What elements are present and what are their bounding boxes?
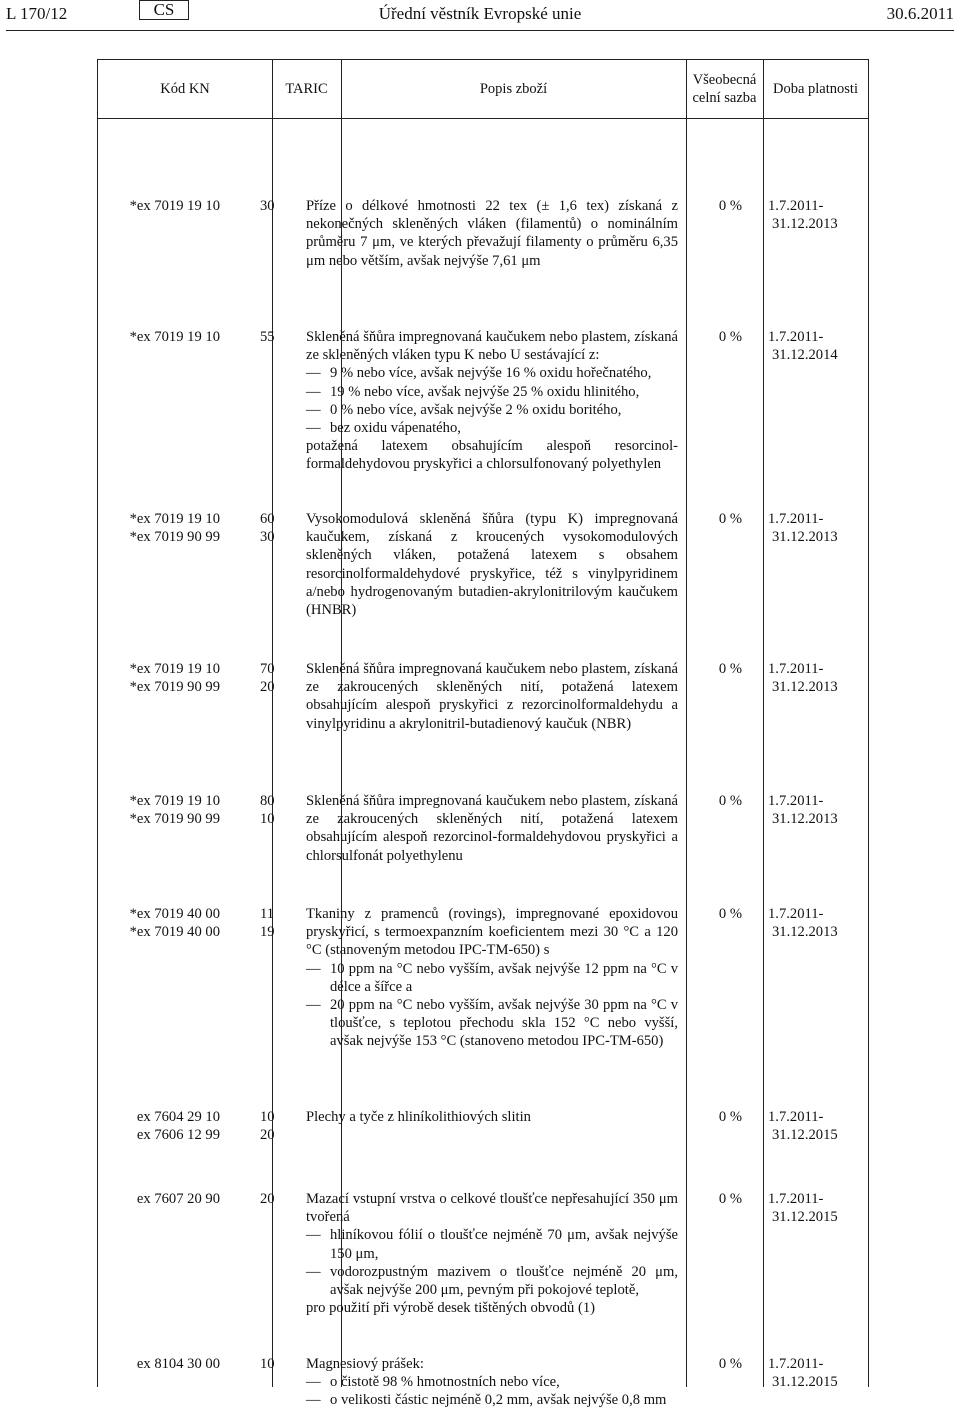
goods-description: Plechy a tyče z hliníkolithiových slitin <box>306 1109 531 1125</box>
cn-code: *ex 7019 19 10 <box>129 329 220 345</box>
duty-rate: 0 % <box>718 329 742 345</box>
duty-rate: 0 % <box>718 1356 742 1372</box>
goods-description: Vysokomodulová skleněná šňůra (typu K) impregnovaná kaučukem, získaná z kroucených vysokomodulových skleněných vláken, potažená latexem s obsahem resorcinolformaldehydové pryskyřice, též s vinylpyridinem a/nebo hydrogenovaným butadien-akrylonitrilovým kaučukem (HNBR) <box>306 511 678 619</box>
page-header <box>6 0 954 31</box>
validity-period: 1.7.2011- 31.12.2013 <box>768 661 838 696</box>
validity-period: 1.7.2011- 31.12.2015 <box>768 1356 838 1391</box>
cn-code: *ex 7019 19 10 *ex 7019 90 99 <box>129 511 220 546</box>
col-header-description: Popis zboží <box>479 81 548 97</box>
duty-rate: 0 % <box>718 1109 742 1125</box>
duty-rate: 0 % <box>718 906 742 922</box>
validity-period: 1.7.2011- 31.12.2014 <box>768 329 838 364</box>
table-header <box>98 60 868 119</box>
duty-rate: 0 % <box>718 198 742 214</box>
col-header-taric: TARIC <box>285 81 328 97</box>
col-header-duty-rate: Všeobecná celní sazba <box>692 72 757 106</box>
taric-code: 80 10 <box>260 793 275 828</box>
goods-description: Skleněná šňůra impregnovaná kaučukem nebo plastem, získaná ze zakroucených skleněných nití, potažená latexem obsahujícím alespoň pryskyřici z rezorcinolformaldehydu a vinylpyridinu a akrylonitril-butadienový kaučuk (NBR) <box>306 661 678 732</box>
taric-code: 60 30 <box>260 511 275 546</box>
goods-description: Skleněná šňůra impregnovaná kaučukem nebo plastem, získaná ze skleněných vláken typu K nebo U sestávající z: — 9 % nebo více, avšak nejvýše 16 % oxidu hořečnatého, — 19 % nebo více, avšak nejvýše 25 % oxidu hlinitého, — 0 % nebo více, avšak nejvýše 2 % oxidu boritého, — bez oxidu vápenatého, potažená latexem obsahujícím alespoň resorcinol- formaldehydovou pryskyřici a chlorsulfonovaný polyethylen <box>306 328 678 474</box>
taric-code: 30 <box>260 198 275 214</box>
page-number: L 170/12 <box>6 4 68 23</box>
language-badge: CS <box>139 0 189 20</box>
taric-code: 55 <box>260 329 275 345</box>
journal-title: Úřední věstník Evropské unie <box>378 4 582 23</box>
validity-period: 1.7.2011- 31.12.2015 <box>768 1109 838 1144</box>
duty-rate: 0 % <box>718 511 742 527</box>
cn-code: ex 7607 20 90 <box>136 1191 220 1207</box>
taric-code: 10 20 <box>260 1109 275 1144</box>
validity-period: 1.7.2011- 31.12.2013 <box>768 906 838 941</box>
goods-description: Magnesiový prášek: — o čistotě 98 % hmotnostních nebo více, — o velikosti částic nejméně 0,2 mm, avšak nejvýše 0,8 mm <box>306 1355 678 1410</box>
goods-description: Tkaniny z pramenců (rovings), impregnované epoxidovou pryskyřicí, s termoexpanzním koeficientem mezi 30 °C a 120 °C (stanoveným metodou IPC-TM-650) s — 10 ppm na °C nebo vyšším, avšak nejvýše 12 ppm na °C v délce a šířce a — 20 ppm na °C nebo vyšším, avšak nejvýše 30 ppm na °C v tloušťce, s teplotou přechodu skla 152 °C nebo vyšší, avšak nejvýše 153 °C (stanoveno metodou IPC-TM-650) <box>306 905 678 1051</box>
goods-description: Mazací vstupní vrstva o celkové tloušťce nepřesahující 350 μm tvořená — hliníkovou fólií o tloušťce nejméně 70 μm, avšak nejvýše 150 μm, — vodorozpustným mazivem o tloušťce nejméně 20 μm, avšak nejvýše 200 μm, pevným při pokojové teplotě, pro použití při výrobě desek tištěných obvodů (1) <box>306 1190 678 1317</box>
cn-code: *ex 7019 19 10 *ex 7019 90 99 <box>129 793 220 828</box>
validity-period: 1.7.2011- 31.12.2013 <box>768 198 838 233</box>
tariff-table <box>97 59 869 1409</box>
validity-period: 1.7.2011- 31.12.2013 <box>768 793 838 828</box>
issue-date: 30.6.2011 <box>886 4 954 23</box>
goods-description: Příze o délkové hmotnosti 22 tex (± 1,6 tex) získaná z nekonečných skleněných vláken (filamentů) o nominálním průměru 7 μm, ve kterých převažují filamenty o průměru 6,35 μm nebo větším, avšak nejvýše 7,61 μm <box>306 198 678 269</box>
cn-code: ex 7604 29 10 ex 7606 12 99 <box>136 1109 220 1144</box>
duty-rate: 0 % <box>718 1191 742 1207</box>
validity-period: 1.7.2011- 31.12.2015 <box>768 1191 838 1226</box>
goods-description: Skleněná šňůra impregnovaná kaučukem nebo plastem, získaná ze zakroucených skleněných nití, potažená latexem obsahujícím alespoň rezorcinol-formaldehydovou pryskyřici a chlorsulfonát polyethylenu <box>306 793 678 864</box>
cn-code: *ex 7019 40 00 *ex 7019 40 00 <box>129 906 220 941</box>
cn-code: *ex 7019 19 10 <box>129 198 220 214</box>
taric-code: 11 19 <box>260 906 275 941</box>
col-header-validity: Doba platnosti <box>773 81 858 97</box>
col-header-kn: Kód KN <box>160 81 210 97</box>
taric-code: 20 <box>260 1191 275 1207</box>
taric-code: 70 20 <box>260 661 275 696</box>
duty-rate: 0 % <box>718 793 742 809</box>
validity-period: 1.7.2011- 31.12.2013 <box>768 511 838 546</box>
cn-code: ex 8104 30 00 <box>136 1356 220 1372</box>
duty-rate: 0 % <box>718 661 742 677</box>
taric-code: 10 <box>260 1356 275 1372</box>
cn-code: *ex 7019 19 10 *ex 7019 90 99 <box>129 661 220 696</box>
